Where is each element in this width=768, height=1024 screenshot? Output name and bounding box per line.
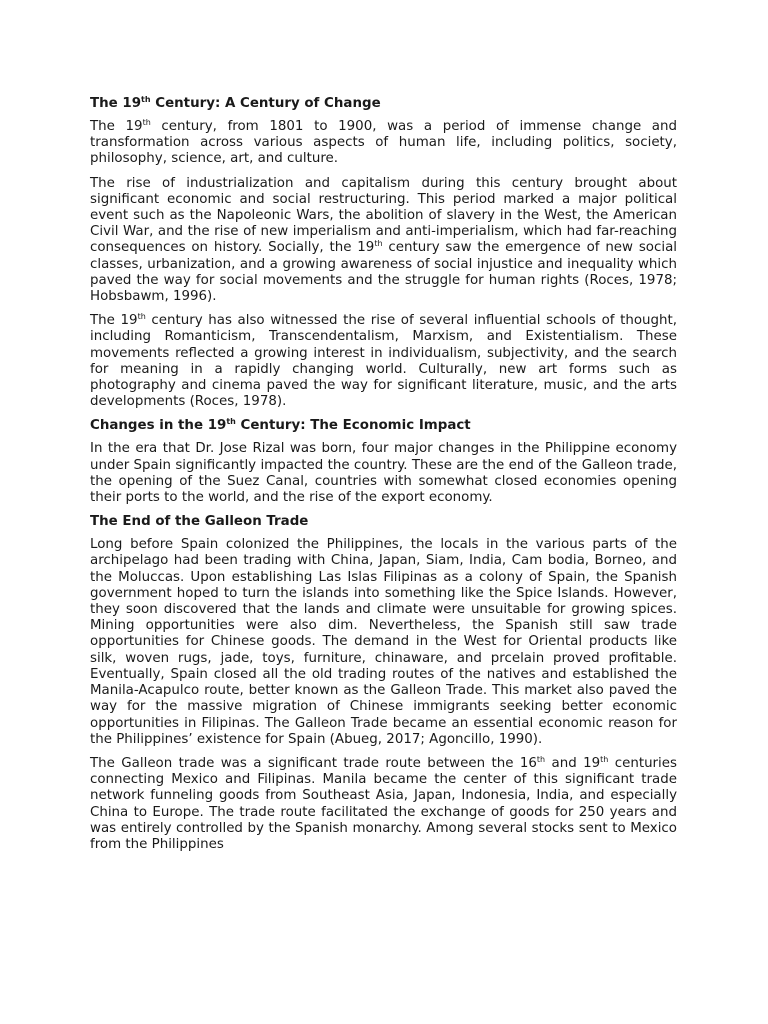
paragraph-industrialization: The rise of industrialization and capitalism during this century brought about significant economic and social restructuring. This period marked a major political event such as the Napoleonic Wars, the abolition of slavery in the West, the American Civil War, and the rise of new imperialism and anti-imperialism, which had far-reaching consequences on history. Socially, the 19th century saw the emergence of new social classes, urbanization, and a growing awareness of social injustice and inequality which paved the way for social movements and the struggle for human rights (Roces, 1978; Hobsbawm, 1996). xyxy=(90,175,677,305)
heading-economic-impact: Changes in the 19th Century: The Economic Impact xyxy=(90,417,471,434)
heading-galleon-trade: The End of the Galleon Trade xyxy=(90,514,309,530)
paragraph-galleon-history: Long before Spain colonized the Philippines, the locals in the various parts of the archipelago had been trading with China, Japan, Siam, India, Cam bodia, Borneo, and the Moluccas. Upon establishing Las Islas Filipinas as a colony of Spain, the Spanish government hoped to turn the islands into something like the Spice Islands. However, they soon discovered that the lands and climate were unsuitable for growing spices. Mining opportunities were also dim. Nevertheless, the Spanish still saw trade opportunities for Chinese goods. The demand in the West for Oriental products like silk, woven rugs, jade, toys, furniture, chinaware, and prcelain proved profitable. Eventually, Spain closed all the old trading routes of the natives and established the Manila-Acapulco route, better known as the Galleon Trade. This market also paved the way for the massive migration of Chinese immigrants seeking better economic opportunities in Filipinas. The Galleon Trade became an essential economic reason for the Philippines’ existence for Spain (Abueg, 2017; Agoncillo, 1990). xyxy=(90,537,677,747)
heading-century-of-change: The 19th Century: A Century of Change xyxy=(90,95,381,111)
paragraph-intro: The 19th century, from 1801 to 1900, was a period of immense change and transformation across various aspects of human life, including politics, society, philosophy, science, art, and culture. xyxy=(90,118,677,167)
document-page xyxy=(90,96,677,861)
paragraph-rizal-era: In the era that Dr. Jose Rizal was born, four major changes in the Philippine economy under Spain significantly impacted the country. These are the end of the Galleon trade, the opening of the Suez Canal, countries with somewhat closed economies opening their ports to the world, and the rise of the export economy. xyxy=(90,441,677,506)
paragraph-galleon-route: The Galleon trade was a significant trade route between the 16th and 19th centuries connecting Mexico and Filipinas. Manila became the center of this significant trade network funneling goods from Southeast Asia, Japan, Indonesia, India, and especially China to Europe. The trade route facilitated the exchange of goods for 250 years and was entirely controlled by the Spanish monarchy. Among several stocks sent to Mexico from the Philippines xyxy=(90,754,677,852)
paragraph-schools-of-thought: The 19th century has also witnessed the rise of several influential schools of thought, including Romanticism, Transcendentalism, Marxism, and Existentialism. These movements reflected a growing interest in individualism, subjectivity, and the search for meaning in a rapidly changing world. Culturally, new art forms such as photography and cinema paved the way for significant literature, music, and the arts developments (Roces, 1978). xyxy=(90,312,678,410)
